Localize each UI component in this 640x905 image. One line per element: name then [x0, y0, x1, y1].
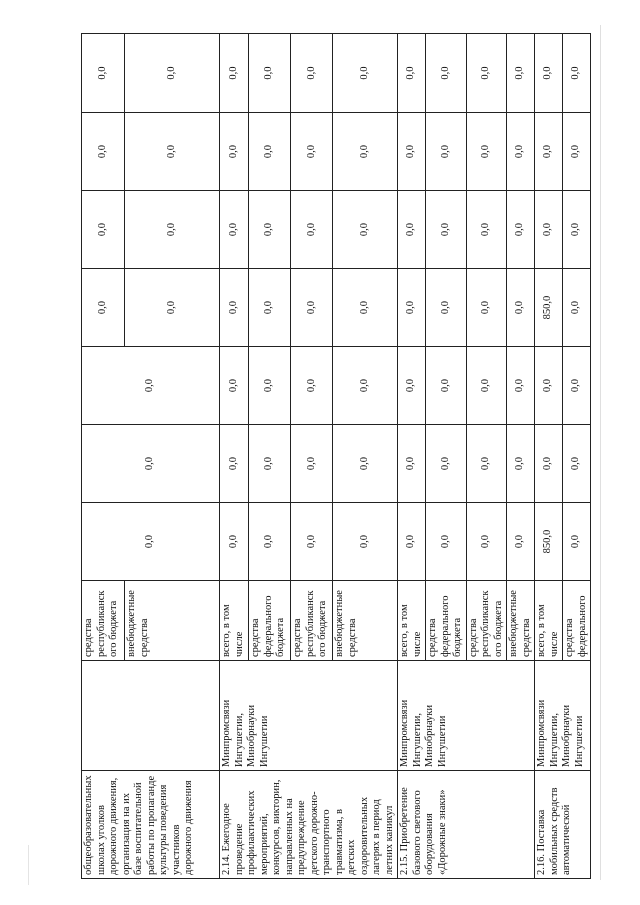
- value-cell: 0,0: [291, 269, 333, 347]
- value-cell: 0,0: [398, 269, 426, 347]
- value-cell: 850,0: [535, 269, 563, 347]
- value-cell: 0,0: [535, 191, 563, 269]
- value-cell: 0,0: [426, 113, 467, 191]
- value-cell: 0,0: [563, 347, 591, 425]
- value-cell: 0,0: [125, 113, 220, 191]
- value-cell: 0,0: [220, 34, 249, 113]
- value-cell: 0,0: [563, 269, 591, 347]
- value-cell: 0,0: [82, 269, 125, 347]
- event-cell: 2.14. Ежегодное проведение профилактических мероприятий, конкурсов, викторин, направленных на предупреждение детского дорожно-транспортного травматизма, в детских оздоровительных лагерях в период летних каникул: [220, 771, 398, 879]
- value-cell: 0,0: [426, 191, 467, 269]
- value-cell: 0,0: [398, 34, 426, 113]
- value-cell: 0,0: [535, 113, 563, 191]
- source-cell: средства республиканск ого бюджета: [82, 581, 125, 661]
- value-cell: 0,0: [333, 113, 398, 191]
- value-cell: 0,0: [220, 191, 249, 269]
- value-cell: 0,0: [249, 503, 291, 581]
- executor-cell: Минпромсвязи Ингушетии, Минобрнауки Ингушетии: [535, 661, 591, 771]
- value-cell: 0,0: [466, 113, 507, 191]
- table-row: [82, 34, 125, 879]
- value-cell: 0,0: [507, 347, 535, 425]
- value-cell: 0,0: [535, 34, 563, 113]
- value-cell: 0,0: [291, 347, 333, 425]
- value-cell: 0,0: [466, 34, 507, 113]
- source-cell: средства республиканск ого бюджета: [291, 581, 333, 661]
- table-row: [398, 34, 426, 879]
- value-cell: 0,0: [507, 503, 535, 581]
- value-cell: 0,0: [82, 503, 220, 581]
- value-cell: 0,0: [249, 425, 291, 503]
- executor-cell: [82, 661, 220, 771]
- value-cell: 0,0: [398, 425, 426, 503]
- value-cell: 0,0: [507, 425, 535, 503]
- value-cell: 0,0: [291, 113, 333, 191]
- value-cell: 0,0: [220, 113, 249, 191]
- value-cell: 0,0: [82, 347, 220, 425]
- scan-artifact: [28, 845, 29, 885]
- executor-cell: Минпромсвязи Ингушетии, Минобрнауки Ингушетии: [398, 661, 535, 771]
- value-cell: 0,0: [220, 425, 249, 503]
- value-cell: 0,0: [563, 113, 591, 191]
- value-cell: 0,0: [563, 425, 591, 503]
- source-cell: средства республиканск ого бюджета: [466, 581, 507, 661]
- source-cell: всего, в том числе: [535, 581, 563, 661]
- value-cell: 0,0: [535, 425, 563, 503]
- value-cell: 0,0: [333, 269, 398, 347]
- value-cell: 0,0: [563, 34, 591, 113]
- source-cell: всего, в том числе: [398, 581, 426, 661]
- event-cell: общеобразовательных школах уголков дорожного движения, организация на их базе воспитательной работы по пропаганде культуры поведения участников дорожного движения: [82, 771, 220, 879]
- value-cell: 0,0: [125, 191, 220, 269]
- value-cell: 0,0: [291, 503, 333, 581]
- value-cell: 0,0: [82, 113, 125, 191]
- value-cell: 0,0: [426, 347, 467, 425]
- value-cell: 0,0: [333, 347, 398, 425]
- value-cell: 0,0: [249, 269, 291, 347]
- value-cell: 0,0: [220, 503, 249, 581]
- value-cell: 850,0: [535, 503, 563, 581]
- value-cell: 0,0: [398, 503, 426, 581]
- value-cell: 0,0: [466, 347, 507, 425]
- value-cell: 0,0: [249, 191, 291, 269]
- source-cell: внебюджетные средства: [125, 581, 220, 661]
- value-cell: 0,0: [333, 191, 398, 269]
- source-cell: внебюджетные средства: [333, 581, 398, 661]
- value-cell: 0,0: [82, 34, 125, 113]
- value-cell: 0,0: [398, 191, 426, 269]
- value-cell: 0,0: [333, 34, 398, 113]
- budget-table: [81, 33, 591, 879]
- value-cell: 0,0: [426, 503, 467, 581]
- value-cell: 0,0: [220, 269, 249, 347]
- value-cell: 0,0: [125, 269, 220, 347]
- source-cell: внебюджетные средства: [507, 581, 535, 661]
- scan-artifact: [600, 25, 601, 880]
- rotated-table-wrapper: [81, 34, 586, 879]
- value-cell: 0,0: [125, 34, 220, 113]
- source-cell: всего, в том числе: [220, 581, 249, 661]
- value-cell: 0,0: [466, 425, 507, 503]
- table-row: [220, 34, 249, 879]
- value-cell: 0,0: [398, 347, 426, 425]
- value-cell: 0,0: [507, 113, 535, 191]
- value-cell: 0,0: [291, 191, 333, 269]
- value-cell: 0,0: [507, 269, 535, 347]
- value-cell: 0,0: [249, 113, 291, 191]
- value-cell: 0,0: [507, 191, 535, 269]
- executor-cell: Минпромсвязи Ингушетии, Минобрнауки Ингушетии: [220, 661, 398, 771]
- value-cell: 0,0: [563, 503, 591, 581]
- table-row: [535, 34, 563, 879]
- value-cell: 0,0: [82, 191, 125, 269]
- value-cell: 0,0: [291, 34, 333, 113]
- value-cell: 0,0: [426, 269, 467, 347]
- value-cell: 0,0: [333, 503, 398, 581]
- value-cell: 0,0: [466, 191, 507, 269]
- source-cell: средства федерального: [563, 581, 591, 661]
- value-cell: 0,0: [249, 347, 291, 425]
- source-cell: средства федерального бюджета: [426, 581, 467, 661]
- value-cell: 0,0: [535, 347, 563, 425]
- source-cell: средства федерального бюджета: [249, 581, 291, 661]
- value-cell: 0,0: [398, 113, 426, 191]
- event-cell: 2.16. Поставка мобильных средств автоматической: [535, 771, 591, 879]
- value-cell: 0,0: [291, 425, 333, 503]
- value-cell: 0,0: [466, 503, 507, 581]
- value-cell: 0,0: [426, 425, 467, 503]
- value-cell: 0,0: [426, 34, 467, 113]
- value-cell: 0,0: [249, 34, 291, 113]
- event-cell: 2.15. Приобретение базового светового оборудования «Дорожные знаки»: [398, 771, 535, 879]
- value-cell: 0,0: [220, 347, 249, 425]
- value-cell: 0,0: [333, 425, 398, 503]
- value-cell: 0,0: [82, 425, 220, 503]
- value-cell: 0,0: [563, 191, 591, 269]
- value-cell: 0,0: [507, 34, 535, 113]
- value-cell: 0,0: [466, 269, 507, 347]
